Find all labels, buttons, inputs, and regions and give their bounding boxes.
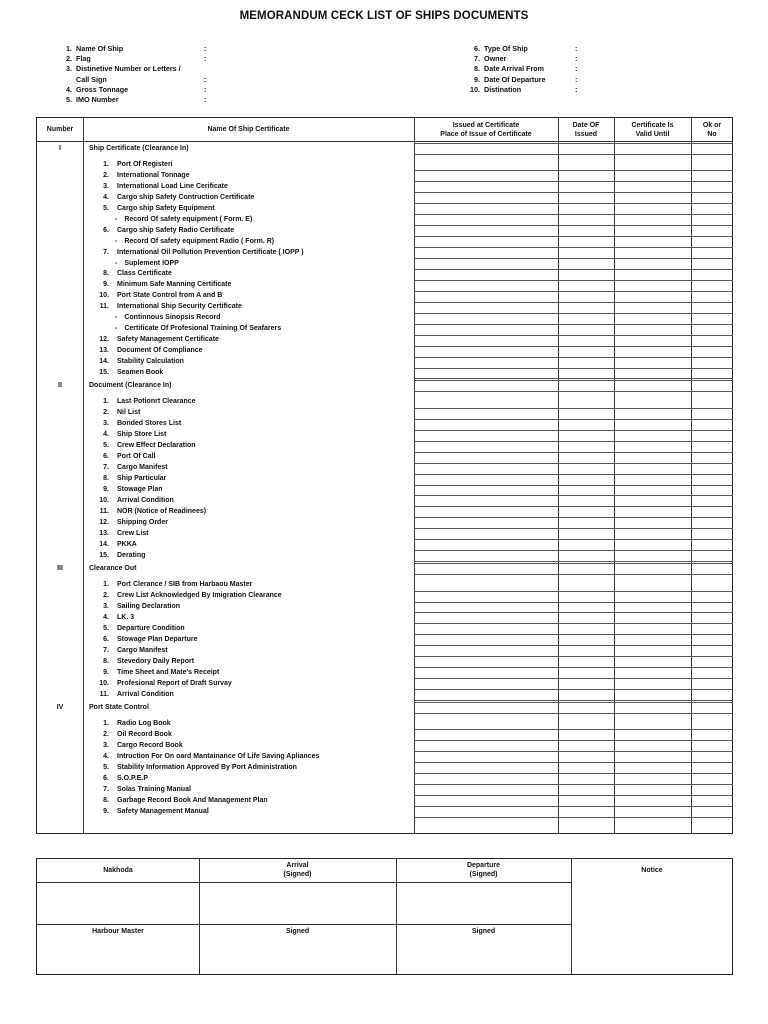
item-label: Seamen Book <box>117 369 164 376</box>
item-label: Arrival Condition <box>117 496 174 504</box>
info-number: 7. <box>474 54 480 64</box>
info-label: Owner <box>484 54 507 64</box>
item-number: 8. <box>103 475 109 483</box>
grid-line <box>414 181 733 182</box>
section-title: Document (Clearance In) <box>89 382 172 390</box>
header-ok-or-no: Ok or No <box>702 121 722 138</box>
sub-item-dash: - <box>115 237 118 245</box>
item-number: 14. <box>99 540 109 548</box>
item-label: Ship Store List <box>117 431 167 439</box>
grid-line <box>414 591 733 592</box>
info-label: Name Of Ship <box>76 44 124 53</box>
grid-line <box>414 550 733 551</box>
item-label: Sailing Declaration <box>117 603 181 610</box>
item-label: Profesional Report of Draft Survay <box>117 679 232 687</box>
grid-line <box>414 280 733 281</box>
info-number: 5. <box>66 94 72 104</box>
info-label: Distinetive Number or Letters / <box>76 64 181 74</box>
info-label: IMO Number <box>76 94 119 104</box>
grid-line <box>414 795 733 796</box>
item-number: 9. <box>103 281 109 289</box>
item-number: 11. <box>99 690 109 698</box>
item-label: Stability Calculation <box>117 358 184 366</box>
grid-line <box>414 773 733 774</box>
item-number: 15. <box>99 551 109 559</box>
grid-line <box>414 258 733 259</box>
item-label: Cargo Manifest <box>117 646 168 654</box>
grid-line <box>414 203 733 204</box>
grid-line <box>414 563 733 564</box>
item-label: International Load Line Cerificate <box>117 182 228 190</box>
item-label: Oil Record Book <box>117 730 172 738</box>
grid-line <box>414 506 733 507</box>
grid-line <box>414 713 733 714</box>
ship-info-right <box>464 44 594 95</box>
item-number: 9. <box>103 807 109 815</box>
item-label: Time Sheet and Mate's Receipt <box>117 668 220 676</box>
grid-line <box>414 463 733 464</box>
grid-line <box>414 623 733 624</box>
grid-line <box>414 335 733 336</box>
grid-line <box>414 667 733 668</box>
grid-line <box>414 634 733 635</box>
grid-line <box>414 517 733 518</box>
info-label: Flag <box>76 54 91 64</box>
grid-line <box>414 817 733 818</box>
section-number: IV <box>56 704 64 712</box>
grid-line <box>414 154 733 155</box>
sub-item-dash: - <box>115 314 118 322</box>
info-label: Type Of Ship <box>484 44 528 53</box>
grid-line <box>414 539 733 540</box>
grid-line <box>414 291 733 292</box>
sub-item-label: Record Of safety equipment ( Form. E) <box>124 215 253 223</box>
info-label: Distination <box>484 84 522 94</box>
header-date-issued: Date OF Issued <box>572 121 600 138</box>
grid-line <box>414 561 733 562</box>
info-label: Date Arrival From <box>484 64 545 74</box>
item-label: Crew List Acknowledged By Imigration Clearance <box>117 592 282 600</box>
arrival-signed-label: Arrival (Signed) <box>283 862 312 878</box>
item-label: Shipping Order <box>117 518 168 526</box>
sub-item-label: Record Of safety equipment Radio ( Form. R) <box>124 237 275 245</box>
sub-item <box>115 313 220 322</box>
sub-item-label: Continnous Sinopsis Record <box>124 314 221 322</box>
grid-line <box>414 380 733 381</box>
item-label: Bonded Stores List <box>117 420 182 428</box>
item-label: Stowage Plan <box>117 486 163 493</box>
item-label: Class Certificate <box>117 270 172 278</box>
grid-line <box>414 408 733 409</box>
item-number: 4. <box>103 613 109 621</box>
grid-line <box>414 214 733 215</box>
item-label: Safety Management Manual <box>117 807 209 815</box>
info-number: 4. <box>66 84 72 94</box>
info-colon: : <box>204 94 207 104</box>
item-number: 6. <box>103 774 109 782</box>
info-label: Date Of Departure <box>484 74 546 84</box>
item-number: 3. <box>103 603 109 610</box>
info-row <box>464 85 594 95</box>
info-colon: : <box>575 84 578 94</box>
section-title: Port State Control <box>89 704 149 712</box>
grid-line <box>414 656 733 657</box>
header-certificate-name: Name Of Ship Certificate <box>207 126 290 133</box>
item-label: Cargo ship Safety Contruction Certificate <box>117 193 255 201</box>
info-number: 6. <box>474 44 480 53</box>
item-number: 5. <box>103 763 109 771</box>
item-label: Crew Effect Declaration <box>117 442 196 450</box>
item-number: 8. <box>103 270 109 278</box>
item-number: 13. <box>99 529 109 537</box>
item-label: Arrival Condition <box>117 690 174 698</box>
info-row <box>464 64 594 74</box>
item-label: Cargo ship Safety Equipment <box>117 204 215 212</box>
item-label: PKKA <box>117 540 137 548</box>
item-label: Cargo Record Book <box>117 741 183 749</box>
grid-line <box>414 602 733 603</box>
item-label: International Oil Pollution Prevention Certificate ( IOPP ) <box>117 248 304 256</box>
info-number: 2. <box>66 54 72 64</box>
item-number: 6. <box>103 226 109 234</box>
grid-line <box>414 378 733 379</box>
grid-line <box>414 528 733 529</box>
item-label: Intruction For On oard Mantainance Of Life Saving Apliances <box>117 752 320 760</box>
grid-line <box>414 740 733 741</box>
grid-line <box>414 485 733 486</box>
info-colon: : <box>575 54 578 64</box>
item-label: Garbage Record Book And Management Plan <box>117 796 268 804</box>
grid-line <box>414 324 733 325</box>
item-number: 1. <box>103 160 109 168</box>
grid-line <box>414 313 733 314</box>
grid-line <box>414 346 733 347</box>
info-label: Call Sign <box>76 74 107 84</box>
sub-item <box>115 215 252 224</box>
item-label: Stowage Plan Departure <box>117 635 198 643</box>
item-number: 9. <box>103 668 109 676</box>
nakhoda-label: Nakhoda <box>103 867 133 874</box>
item-label: Safety Management Certificate <box>117 336 219 344</box>
info-colon: : <box>575 64 578 74</box>
item-number: 6. <box>103 635 109 643</box>
grid-line <box>414 269 733 270</box>
header-issued-at: Issued at Certificate Place of Issue of Certificate <box>440 121 532 138</box>
notice-label: Notice <box>641 867 663 874</box>
item-label: Ship Particular <box>117 475 167 483</box>
item-number: 12. <box>99 336 109 344</box>
grid-line <box>414 170 733 171</box>
item-label: Solas Training Manual <box>117 785 191 793</box>
item-label: Port Clerance / SIB from Harbaou Master <box>117 581 253 589</box>
section-title: Clearance Out <box>89 565 137 573</box>
grid-line <box>414 495 733 496</box>
grid-line <box>414 702 733 703</box>
grid-line <box>414 302 733 303</box>
item-number: 1. <box>103 581 109 589</box>
grid-line <box>414 751 733 752</box>
grid-line <box>414 247 733 248</box>
item-number: 5. <box>103 624 109 632</box>
departure-signed-label: Departure (Signed) <box>466 862 501 878</box>
grid-line <box>414 391 733 392</box>
item-number: 14. <box>99 358 109 366</box>
info-colon: : <box>204 84 207 94</box>
grid-line <box>414 689 733 690</box>
info-row <box>56 85 216 95</box>
sub-item-dash: - <box>115 259 118 267</box>
section-title: Ship Certificate (Clearance In) <box>89 145 189 152</box>
item-label: Port State Control from A and B <box>117 292 223 300</box>
grid-line <box>414 452 733 453</box>
info-colon: : <box>204 44 207 53</box>
info-number: 10. <box>470 84 480 94</box>
grid-line <box>414 612 733 613</box>
grid-line <box>414 645 733 646</box>
item-label: Minimum Safe Manning Certificate <box>117 281 232 289</box>
info-colon: : <box>204 74 207 84</box>
item-label: Port Of Registeri <box>117 160 173 168</box>
info-row <box>56 44 216 54</box>
item-number: 3. <box>103 420 109 428</box>
item-label: Cargo ship Safety Radio Certificate <box>117 226 235 234</box>
item-label: Stability Information Approved By Port Administration <box>117 763 297 771</box>
grid-line <box>414 474 733 475</box>
info-number: 1. <box>66 44 72 53</box>
item-number: 7. <box>103 464 109 472</box>
harbour-master-label: Harbour Master <box>92 928 144 935</box>
grid-line <box>414 784 733 785</box>
info-colon: : <box>575 44 578 53</box>
section-number: II <box>58 382 62 390</box>
sub-item-label: Suplement IOPP <box>124 259 179 267</box>
item-label: Port Of Call <box>117 453 156 461</box>
sub-item <box>115 324 281 333</box>
item-number: 2. <box>103 730 109 738</box>
item-number: 8. <box>103 657 109 665</box>
item-number: 7. <box>103 785 109 793</box>
grid-line <box>414 143 733 144</box>
item-label: Cargo Manifest <box>117 464 168 472</box>
grid-line <box>414 430 733 431</box>
item-label: International Ship Security Certificate <box>117 303 242 311</box>
info-row <box>464 44 594 54</box>
item-number: 9. <box>103 486 109 493</box>
info-number: 9. <box>474 74 480 84</box>
info-row <box>464 54 594 64</box>
grid-line <box>414 357 733 358</box>
page-title: MEMORANDUM CECK LIST OF SHIPS DOCUMENTS <box>239 10 529 22</box>
sub-item <box>115 259 179 268</box>
info-colon: : <box>575 74 578 84</box>
grid-line <box>414 419 733 420</box>
departure-signed-field: Signed <box>471 928 496 935</box>
item-label: Departure Condition <box>117 624 185 632</box>
arrival-signed-field: Signed <box>285 928 310 935</box>
ship-info-left <box>56 44 216 105</box>
sub-item <box>115 237 274 246</box>
item-label: Last Potionrt Clearance <box>117 398 196 406</box>
info-number: 3. <box>66 64 72 74</box>
item-number: 3. <box>103 182 109 190</box>
item-number: 2. <box>103 592 109 600</box>
item-number: 7. <box>103 646 109 654</box>
info-number: 8. <box>474 64 480 74</box>
item-number: 12. <box>99 518 109 526</box>
section-number: III <box>57 565 63 573</box>
item-number: 2. <box>103 171 109 179</box>
item-label: Document Of Compliance <box>117 347 203 355</box>
item-number: 4. <box>103 752 109 760</box>
grid-line <box>414 441 733 442</box>
item-number: 11. <box>99 507 109 515</box>
grid-line <box>414 192 733 193</box>
grid-line <box>414 762 733 763</box>
item-label: Stevedory Daily Report <box>117 657 195 665</box>
info-colon: : <box>204 54 207 64</box>
item-number: 10. <box>99 496 109 504</box>
info-label: Gross Tonnage <box>76 84 129 94</box>
grid-line <box>414 225 733 226</box>
item-number: 5. <box>103 442 109 450</box>
item-label: Derating <box>117 551 146 559</box>
item-label: International Tonnage <box>117 171 190 179</box>
item-number: 6. <box>103 453 109 461</box>
grid-line <box>414 574 733 575</box>
grid-line <box>414 368 733 369</box>
item-number: 10. <box>99 292 109 300</box>
info-row <box>56 64 216 74</box>
item-number: 5. <box>103 204 109 212</box>
item-number: 3. <box>103 741 109 749</box>
item-number: 4. <box>103 431 109 439</box>
grid-line <box>414 700 733 701</box>
item-label: LK. 3 <box>117 613 135 621</box>
item-number: 10. <box>99 679 109 687</box>
header-valid-until: Certificate Is Valid Until <box>631 121 674 138</box>
item-number: 11. <box>99 303 109 311</box>
info-row <box>56 75 216 85</box>
info-row <box>464 75 594 85</box>
sub-item-label: Certificate Of Profesional Training Of Seafarers <box>124 325 282 333</box>
item-label: NOR (Notice of Readinees) <box>117 507 207 515</box>
section-number: I <box>59 145 61 152</box>
item-number: 8. <box>103 796 109 804</box>
item-number: 4. <box>103 193 109 201</box>
checklist-table <box>36 117 733 834</box>
info-row <box>56 54 216 64</box>
grid-line <box>414 678 733 679</box>
item-number: 1. <box>103 398 109 406</box>
signature-table <box>36 858 733 975</box>
header-number: Number <box>46 126 74 133</box>
item-number: 1. <box>103 720 109 727</box>
item-number: 2. <box>103 409 109 417</box>
item-number: 15. <box>99 369 109 376</box>
info-row <box>56 95 216 105</box>
item-number: 7. <box>103 248 109 256</box>
sub-item-dash: - <box>115 215 118 223</box>
sub-item-dash: - <box>115 325 118 333</box>
grid-line <box>414 236 733 237</box>
item-label: Crew List <box>117 529 149 537</box>
grid-line <box>414 729 733 730</box>
grid-line <box>414 806 733 807</box>
item-label: Radio Log Book <box>117 720 171 727</box>
item-label: S.O.P.E.P <box>117 774 148 782</box>
item-number: 13. <box>99 347 109 355</box>
item-label: Nil List <box>117 409 141 417</box>
